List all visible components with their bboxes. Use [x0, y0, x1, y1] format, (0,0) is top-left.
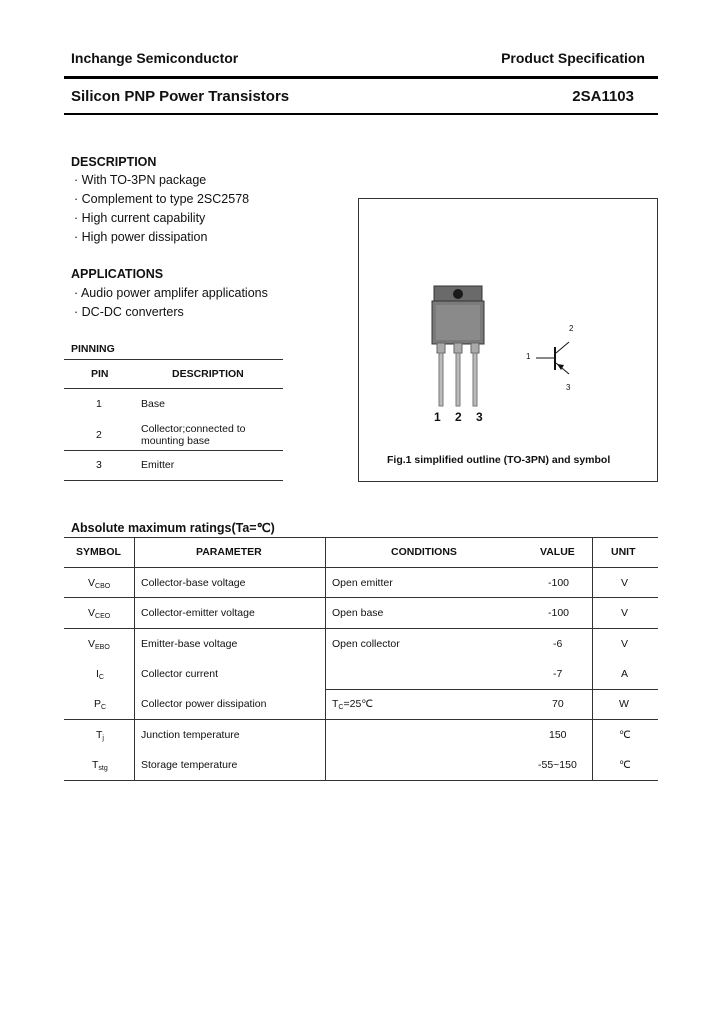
pin-number: 1 — [96, 398, 102, 410]
rating-unit: V — [621, 607, 629, 619]
rating-parameter: Collector current — [141, 668, 219, 680]
ratings-rule — [64, 719, 658, 720]
pin-description: Collector;connected to — [141, 423, 246, 435]
rating-value: 70 — [552, 698, 564, 710]
ratings-col-symbol: SYMBOL — [76, 546, 121, 558]
description-heading: DESCRIPTION — [71, 155, 157, 169]
pin-description: Base — [141, 398, 165, 410]
figure-caption: Fig.1 simplified outline (TO-3PN) and symbol — [387, 454, 611, 466]
rating-value: -100 — [548, 607, 570, 619]
symbol-label-collector: 2 — [569, 324, 574, 333]
rating-parameter: Storage temperature — [141, 759, 238, 771]
rating-unit: V — [621, 638, 629, 650]
lead-shoulder — [437, 343, 445, 353]
rating-unit: A — [621, 668, 629, 680]
ratings-rule — [64, 597, 658, 598]
rating-symbol: $V_{EBO}$ — [88, 638, 110, 651]
product-line: Silicon PNP Power Transistors — [71, 88, 290, 105]
rating-parameter: Collector-base voltage — [141, 577, 246, 589]
rating-value: -55~150 — [538, 759, 577, 771]
lead-3 — [473, 353, 477, 406]
description-list — [74, 173, 249, 249]
pinning-col-desc: DESCRIPTION — [172, 368, 244, 380]
rating-symbol: $I_C$ — [96, 668, 104, 681]
list-item: · High current capability — [74, 211, 206, 225]
rating-unit: V — [621, 577, 629, 589]
list-item: · Complement to type 2SC2578 — [74, 192, 250, 206]
rating-condition: Open emitter — [332, 577, 393, 589]
pin-description: mounting base — [141, 435, 210, 447]
rating-parameter: Emitter-base voltage — [141, 638, 238, 650]
ratings-rule — [64, 780, 658, 781]
pin-number: 3 — [96, 459, 102, 471]
lead-shoulder — [454, 343, 462, 353]
part-number: 2SA1103 — [572, 88, 634, 105]
ratings-rule — [64, 567, 658, 568]
lead-1 — [439, 353, 443, 406]
pinning-heading: PINNING — [71, 343, 115, 355]
symbol-label-emitter: 3 — [566, 383, 571, 392]
pin-description: Emitter — [141, 459, 175, 471]
ratings-divider — [325, 537, 326, 780]
header-rule-bottom — [64, 113, 658, 115]
rating-symbol: $T_j$ — [96, 729, 104, 742]
symbol-label-base: 1 — [526, 352, 531, 361]
lead-shoulder — [471, 343, 479, 353]
rating-value: -100 — [548, 577, 570, 589]
ratings-divider — [134, 537, 135, 780]
rating-value: -7 — [553, 668, 563, 680]
rating-symbol: $V_{CBO}$ — [88, 577, 111, 590]
list-item: · High power dissipation — [74, 230, 208, 244]
rating-condition: $T_C=25℃$ — [332, 698, 374, 711]
pinning-col-pin: PIN — [91, 368, 109, 380]
applications-heading: APPLICATIONS — [71, 267, 164, 281]
pinning-rule — [64, 359, 283, 360]
ratings-rule — [64, 628, 658, 629]
list-item: · DC-DC converters — [74, 305, 184, 319]
rating-unit: W — [619, 698, 629, 710]
rating-value: 150 — [549, 729, 567, 741]
transistor-outline — [359, 199, 657, 481]
ratings-col-conditions: CONDITIONS — [391, 546, 457, 558]
applications-list — [74, 286, 268, 324]
symbol-collector-line — [556, 342, 569, 353]
ratings-rule — [64, 537, 658, 538]
lead-2 — [456, 353, 460, 406]
rating-parameter: Junction temperature — [141, 729, 240, 741]
lead-number: 1 — [434, 410, 441, 424]
pinning-rule — [64, 388, 283, 389]
pinning-rule — [64, 480, 283, 481]
mounting-hole — [453, 289, 463, 299]
ratings-divider — [592, 537, 593, 780]
spec-label: Product Specification — [501, 50, 645, 66]
rating-value: -6 — [553, 638, 563, 650]
rating-parameter: Collector power dissipation — [141, 698, 267, 710]
rating-condition: Open collector — [332, 638, 400, 650]
list-item: · Audio power amplifer applications — [74, 286, 268, 300]
rating-symbol: $V_{CEO}$ — [88, 607, 111, 620]
ratings-rule — [325, 689, 658, 690]
pinning-rule — [64, 450, 283, 451]
rating-parameter: Collector-emitter voltage — [141, 607, 255, 619]
company-name: Inchange Semiconductor — [71, 50, 239, 66]
package-face — [436, 305, 480, 340]
lead-number: 2 — [455, 410, 462, 424]
rating-symbol: $P_C$ — [94, 698, 107, 711]
header-rule-top — [64, 76, 658, 79]
ratings-col-value: VALUE — [540, 546, 575, 558]
lead-number: 3 — [476, 410, 483, 424]
ratings-col-unit: UNIT — [611, 546, 636, 558]
rating-symbol: $T_{stg}$ — [92, 759, 108, 772]
rating-condition: Open base — [332, 607, 384, 619]
rating-unit: ℃ — [619, 759, 631, 771]
list-item: · With TO-3PN package — [74, 173, 207, 187]
figure-box — [358, 198, 658, 482]
ratings-heading: Absolute maximum ratings(Ta=℃) — [71, 521, 275, 535]
rating-unit: ℃ — [619, 729, 631, 741]
pin-number: 2 — [96, 429, 102, 441]
ratings-col-parameter: PARAMETER — [196, 546, 262, 558]
